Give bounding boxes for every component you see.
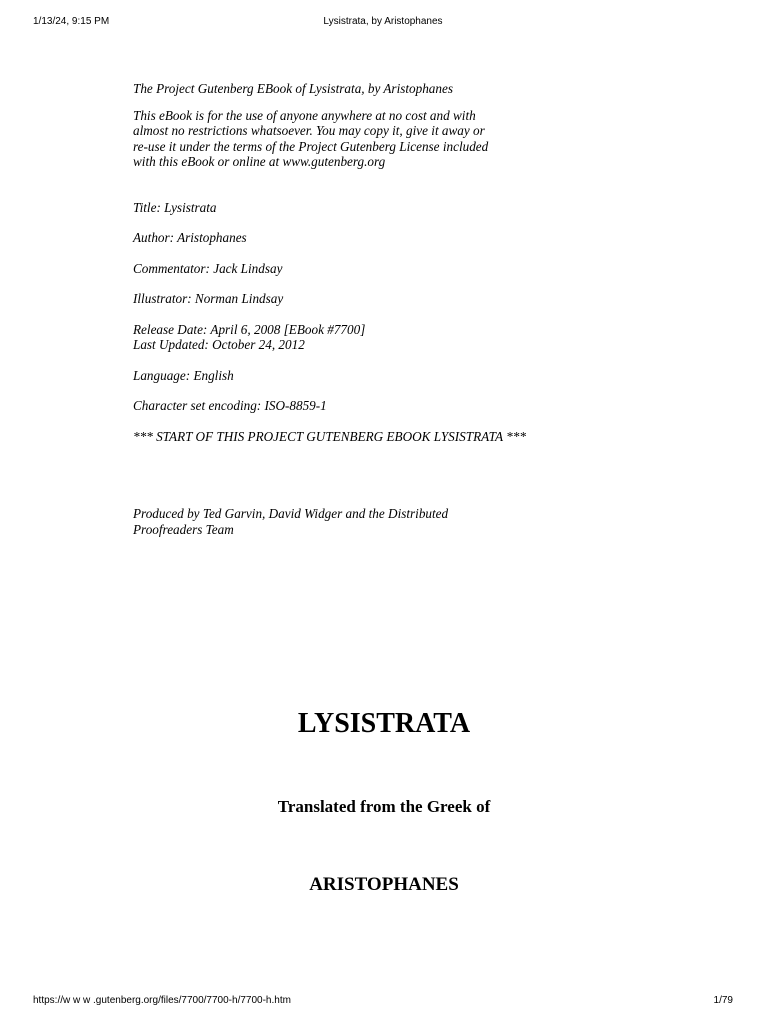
start-marker: *** START OF THIS PROJECT GUTENBERG EBOOK LYSISTRATA *** <box>133 428 526 444</box>
language-line: Language: English <box>133 367 234 383</box>
book-title: LYSISTRATA <box>297 708 471 739</box>
print-url: https://w w w .gutenberg.org/files/7700/7700-h/7700-h.htm <box>33 995 291 1006</box>
book-author: ARISTOPHANES <box>309 874 459 895</box>
license-paragraph: This eBook is for the use of anyone anywhere at no cost and with almost no restrictions whatsoever. You may copy it, give it away or re-use it under the terms of the Project Gutenberg License included with this eBook or online at www.gutenberg.org <box>133 107 489 169</box>
print-page-title: Lysistrata, by Aristophanes <box>323 16 443 27</box>
gutenberg-preamble <box>133 81 733 537</box>
ebook-title-line: The Project Gutenberg EBook of Lysistrata, by Aristophanes <box>133 81 453 96</box>
title-line: Title: Lysistrata <box>133 199 217 215</box>
print-datetime: 1/13/24, 9:15 PM <box>33 16 110 27</box>
release-date-block: Release Date: April 6, 2008 [EBook #7700] Last Updated: October 24, 2012 <box>133 321 366 352</box>
print-page-number: 1/79 <box>713 995 733 1006</box>
encoding-line: Character set encoding: ISO-8859-1 <box>133 398 327 413</box>
translation-note: Translated from the Greek of <box>277 797 491 816</box>
produced-by: Produced by Ted Garvin, David Widger and the Distributed Proofreaders Team <box>133 506 449 537</box>
illustrator-line: Illustrator: Norman Lindsay <box>133 291 284 306</box>
commentator-line: Commentator: Jack Lindsay <box>133 260 283 276</box>
author-line: Author: Aristophanes <box>133 230 247 245</box>
